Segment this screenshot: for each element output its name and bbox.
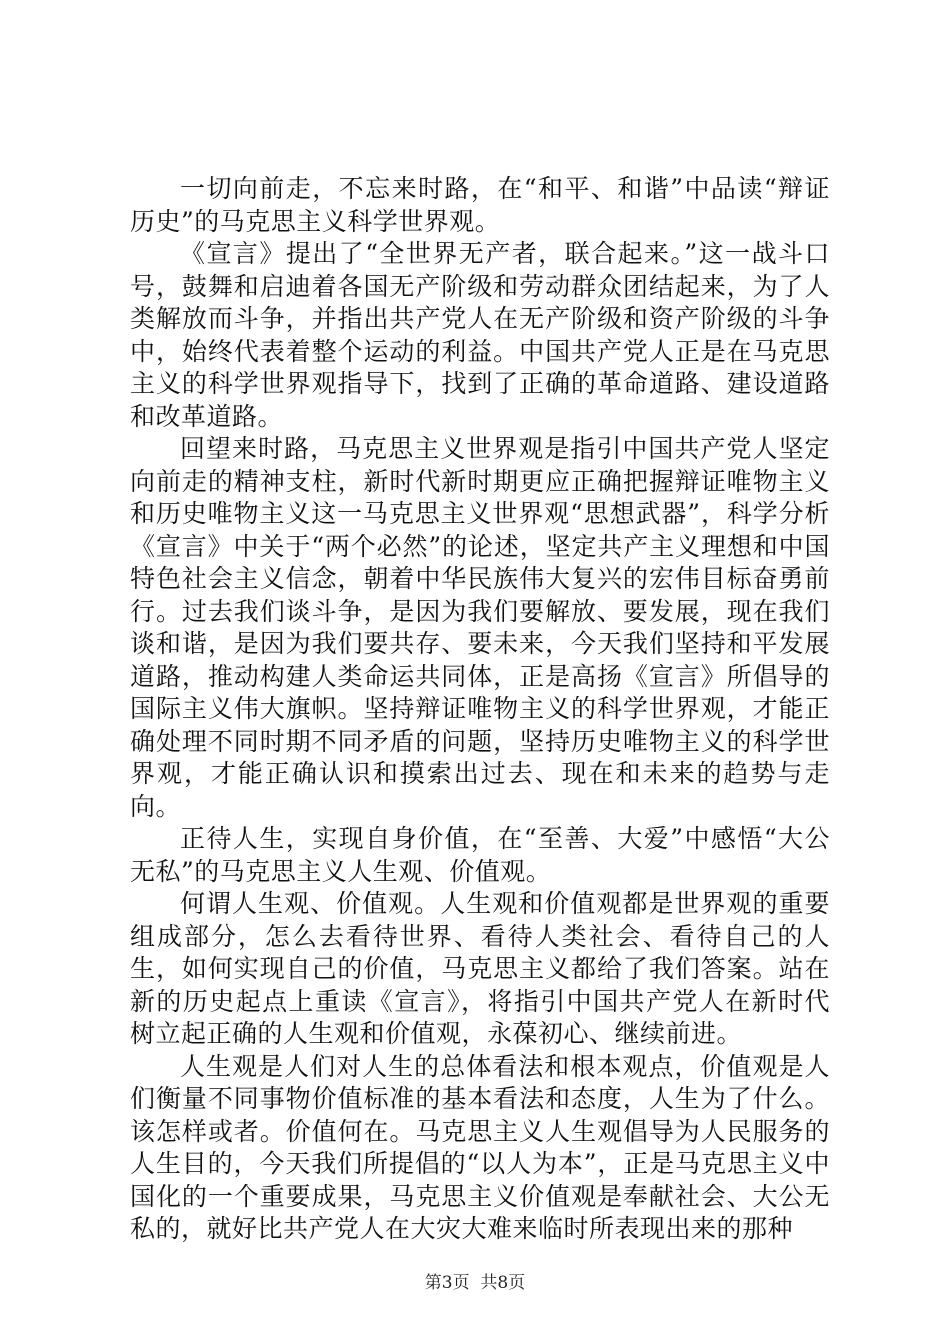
paragraph-2: 《宣言》提出了“全世界无产者，联合起来。”这一战斗口号，鼓舞和启迪着各国无产阶级和劳动群众团结起来，为了人类解放而斗争，并指出共产党人在无产阶级和资产阶级的斗争中，始终代表着整个运动的利益。中国共产党人正是在马克思主义的科学世界观指导下，找到了正确的革命道路、建设道路和改革道路。	[130, 239, 830, 431]
paragraph-1: 一切向前走，不忘来时路，在“和平、和谐”中品读“辩证历史”的马克思主义科学世界观。	[130, 174, 830, 236]
footer-separator	[470, 1273, 481, 1293]
paragraph-6: 人生观是人们对人生的总体看法和根本观点，价值观是人们衡量不同事物价值标准的基本看法和态度，人生为了什么。该怎样或者。价值何在。马克思主义人生观倡导为人民服务的人生目的，今天我们所提倡的“以人为本”，正是马克思主义中国化的一个重要成果，马克思主义价值观是奉献社会、大公无私的，就好比共产党人在大灾大难来临时所表现出来的那种	[130, 1051, 830, 1243]
page-number: 第3页	[424, 1273, 470, 1293]
page-footer	[0, 1272, 950, 1294]
document-body	[130, 173, 830, 1246]
paragraph-3: 回望来时路，马克思主义世界观是指引中国共产党人坚定向前走的精神支柱，新时代新时期更应正确把握辩证唯物主义和历史唯物主义这一马克思主义世界观“思想武器”，科学分析《宣言》中关于“两个必然”的论述，坚定共产主义理想和中国特色社会主义信念，朝着中华民族伟大复兴的宏伟目标奋勇前行。过去我们谈斗争，是因为我们要解放、要发展，现在我们谈和谐，是因为我们要共存、要未来，今天我们坚持和平发展道路，推动构建人类命运共同体，正是高扬《宣言》所倡导的国际主义伟大旗帜。坚持辩证唯物主义的科学世界观，才能正确处理不同时期不同矛盾的问题，坚持历史唯物主义的科学世界观，才能正确认识和摸索出过去、现在和未来的趋势与走向。	[130, 434, 830, 821]
paragraph-5: 何谓人生观、价值观。人生观和价值观都是世界观的重要组成部分，怎么去看待世界、看待人类社会、看待自己的人生，如何实现自己的价值，马克思主义都给了我们答案。站在新的历史起点上重读《宣言》，将指引中国共产党人在新时代树立起正确的人生观和价值观，永葆初心、继续前进。	[130, 889, 830, 1048]
total-pages: 共8页	[480, 1273, 526, 1293]
paragraph-4: 正待人生，实现自身价值，在“至善、大爱”中感悟“大公无私”的马克思主义人生观、价值观。	[130, 824, 830, 886]
